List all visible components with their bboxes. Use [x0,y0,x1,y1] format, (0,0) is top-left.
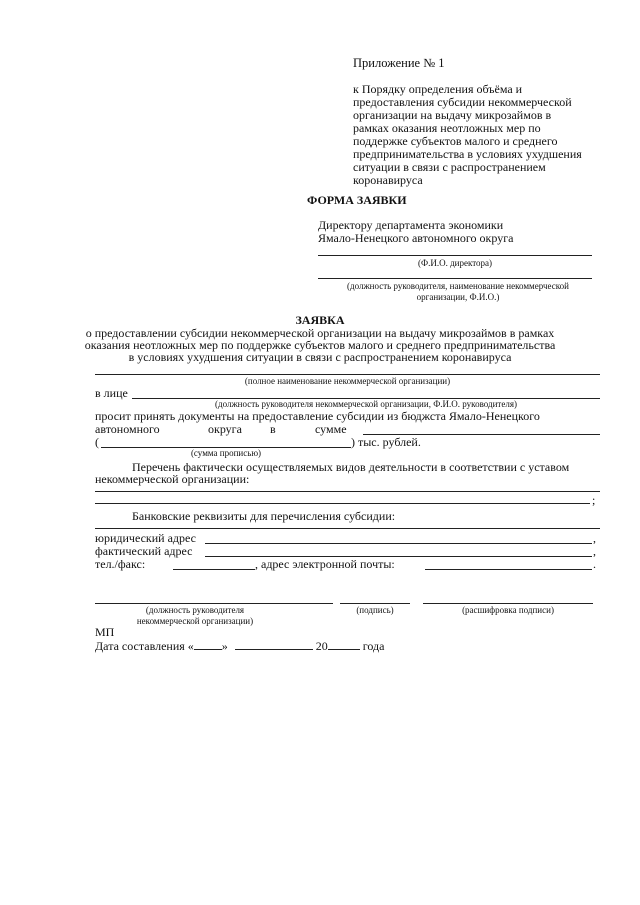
legal-address-label: юридический адрес [95,531,196,545]
bank-details-line[interactable] [95,528,600,529]
org-name-line[interactable] [95,374,600,375]
addressee-line: Директору департамента экономики [318,218,504,232]
comma: , [593,531,596,545]
application-title: ЗАЯВКА [295,313,345,327]
date-mid: » [221,639,228,653]
caption-head: (должность руководителя некоммерческой организации, Ф.И.О. руководителя) [215,399,517,409]
year-suffix: года [362,639,385,653]
activities-line[interactable] [95,503,590,504]
date-day-field[interactable] [194,639,222,650]
caption-applicant: организации, Ф.И.О.) [416,292,500,302]
request-word: сумме [315,422,347,436]
year-prefix: 20 [315,639,328,653]
legal-address-line[interactable] [205,543,592,544]
form-title: ФОРМА ЗАЯВКИ [307,193,407,207]
period: . [593,557,596,571]
addressee-line: Ямало-Ненецкого автономного округа [318,231,514,245]
comma: , [593,544,596,558]
caption-org: (полное наименование некоммерческой организации) [244,376,451,386]
stamp-place: МП [95,625,115,639]
appendix-line: предпринимательства в условиях ухудшения [353,147,582,161]
date-row [95,639,385,653]
appendix-line: предоставления субсидии некоммерческой [353,95,572,109]
position-signature-line[interactable] [95,603,333,604]
appendix-line: рамках оказания неотложных мер по [353,121,541,135]
request-text: просит принять документы на предоставление субсидии из бюджста Ямало-Ненецкого [95,409,540,423]
signature-line[interactable] [340,603,410,604]
application-subtitle: оказания неотложных мер по поддержке субъектов малого и среднего предпринимательства [84,338,556,352]
open-paren: ( [95,435,99,449]
appendix-line: поддержке субъектов малого и среднего [353,134,558,148]
caption-applicant: (должность руководителя, наименование некоммерческой [347,281,569,291]
email-line[interactable] [425,569,592,570]
in-person-label: в лице [95,386,128,400]
date-year-field[interactable] [328,639,360,650]
caption-position: (должность руководителя [145,605,245,615]
phone-label: тел./факс: [95,557,146,571]
caption-sign: (подпись) [356,605,394,615]
caption-sum: (сумма прописью) [190,448,262,458]
appendix-line: коронавируса [353,173,423,187]
appendix-line: ситуации в связи с распространением [353,160,546,174]
email-label: , адрес электронной почты: [255,557,395,571]
application-subtitle: в условиях ухудшения ситуации в связи с распространением коронавируса [128,350,512,364]
activities-text: Перечень фактически осуществляемых видов деятельности в соответствии с уставом [132,460,570,474]
activities-line[interactable] [95,491,600,492]
request-word: округа [208,422,242,436]
date-label: Дата составления « [95,639,194,653]
request-word: в [270,422,276,436]
appendix-line: организации на выдачу микрозаймов в [353,108,552,122]
caption-director: (Ф.И.О. директора) [417,258,493,268]
application-subtitle: о предоставлении субсидии некоммерческой организации на выдачу микрозаймов в рамках [85,326,555,340]
amount-suffix: ) тыс. рублей. [351,435,421,449]
director-name-line[interactable] [318,255,592,256]
caption-decode: (расшифровка подписи) [462,605,554,615]
decode-line[interactable] [423,603,593,604]
activities-text: некоммерческой организации: [95,472,250,486]
appendix-line: к Порядку определения объёма и [353,82,523,96]
caption-position: некоммерческой организации) [136,616,254,626]
date-month-field[interactable] [235,639,313,650]
phone-line[interactable] [173,569,255,570]
semicolon: ; [592,493,596,507]
actual-address-label: фактический адрес [95,544,193,558]
applicant-line[interactable] [318,278,592,279]
bank-details-label: Банковские реквизиты для перечисления субсидии: [132,509,396,523]
request-word: автономного [95,422,160,436]
appendix-title: Приложение № 1 [353,56,445,70]
